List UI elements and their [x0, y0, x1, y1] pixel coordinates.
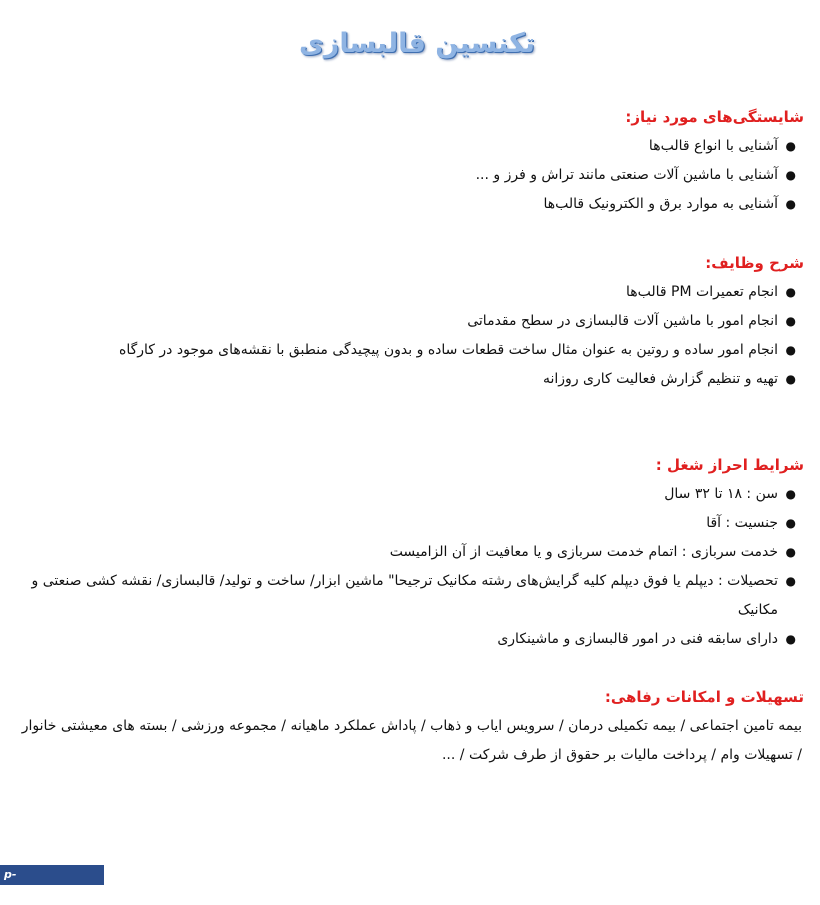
site-watermark: p-anzali.nus.ac.ir [0, 865, 104, 885]
bullet-icon: ● [785, 139, 796, 153]
benefits-section [14, 686, 804, 770]
bullet-icon: ● [785, 343, 796, 357]
page-title: تکنسین قالبسازی [299, 28, 535, 59]
list-item: ● انجام تعمیرات PM قالب‌ها [14, 278, 804, 307]
list-item: ● تهیه و تنظیم گزارش فعالیت کاری روزانه [14, 365, 804, 394]
list-item: ● سن : ۱۸ تا ۳۲ سال [14, 480, 804, 509]
bullet-icon: ● [785, 545, 796, 559]
list-item: ● انجام امور ساده و روتین به عنوان مثال ساخت قطعات ساده و بدون پیچیدگی منطبق با نقشه‌های موجود در کارگاه [14, 336, 804, 365]
competencies-list [14, 132, 804, 219]
duties-heading: شرح وظایف: [705, 254, 804, 272]
competencies-heading: شایستگی‌های مورد نیاز: [625, 108, 804, 126]
bullet-icon: ● [785, 372, 796, 386]
bullet-icon: ● [785, 632, 796, 646]
list-item: ● جنسیت : آقا [14, 509, 804, 538]
list-item: ● دارای سابقه فنی در امور قالبسازی و ماشینکاری [14, 625, 804, 654]
requirements-heading: شرایط احراز شغل : [655, 456, 804, 474]
requirements-section [14, 454, 804, 654]
benefits-heading: تسهیلات و امکانات رفاهی: [604, 688, 804, 706]
bullet-icon: ● [785, 487, 796, 501]
bullet-icon: ● [785, 314, 796, 328]
competencies-section [14, 106, 804, 219]
bullet-icon: ● [785, 285, 796, 299]
list-item: ● انجام امور با ماشین آلات قالبسازی در سطح مقدماتی [14, 307, 804, 336]
requirements-list [14, 480, 804, 654]
bullet-icon: ● [785, 168, 796, 182]
list-item: ● آشنایی به موارد برق و الکترونیک قالب‌ها [14, 190, 804, 219]
duties-section [14, 252, 804, 394]
duties-list [14, 278, 804, 394]
list-item: ● خدمت سربازی : اتمام خدمت سربازی و یا معافیت از آن الزامیست [14, 538, 804, 567]
list-item: ● تحصیلات : دیپلم یا فوق دیپلم کلیه گرایش‌های رشته مکانیک ترجیحا" ماشین ابزار/ ساخت و تولید/ قالبسازی/ نقشه کشی صنعتی و مکانیک [14, 567, 804, 625]
list-item: ● آشنایی با ماشین آلات صنعتی مانند تراش و فرز و ... [14, 161, 804, 190]
bullet-icon: ● [785, 516, 796, 530]
bullet-icon: ● [785, 197, 796, 211]
bullet-icon: ● [785, 574, 796, 588]
benefits-text: بیمه تامین اجتماعی / بیمه تکمیلی درمان / سرویس ایاب و ذهاب / پاداش عملکرد ماهیانه / مجموعه ورزشی / بسته های معیشتی خانوار / تسهیلات وام / پرداخت مالیات بر حقوق از طرف شرکت / ... [21, 718, 802, 763]
list-item: ● آشنایی با انواع قالب‌ها [14, 132, 804, 161]
